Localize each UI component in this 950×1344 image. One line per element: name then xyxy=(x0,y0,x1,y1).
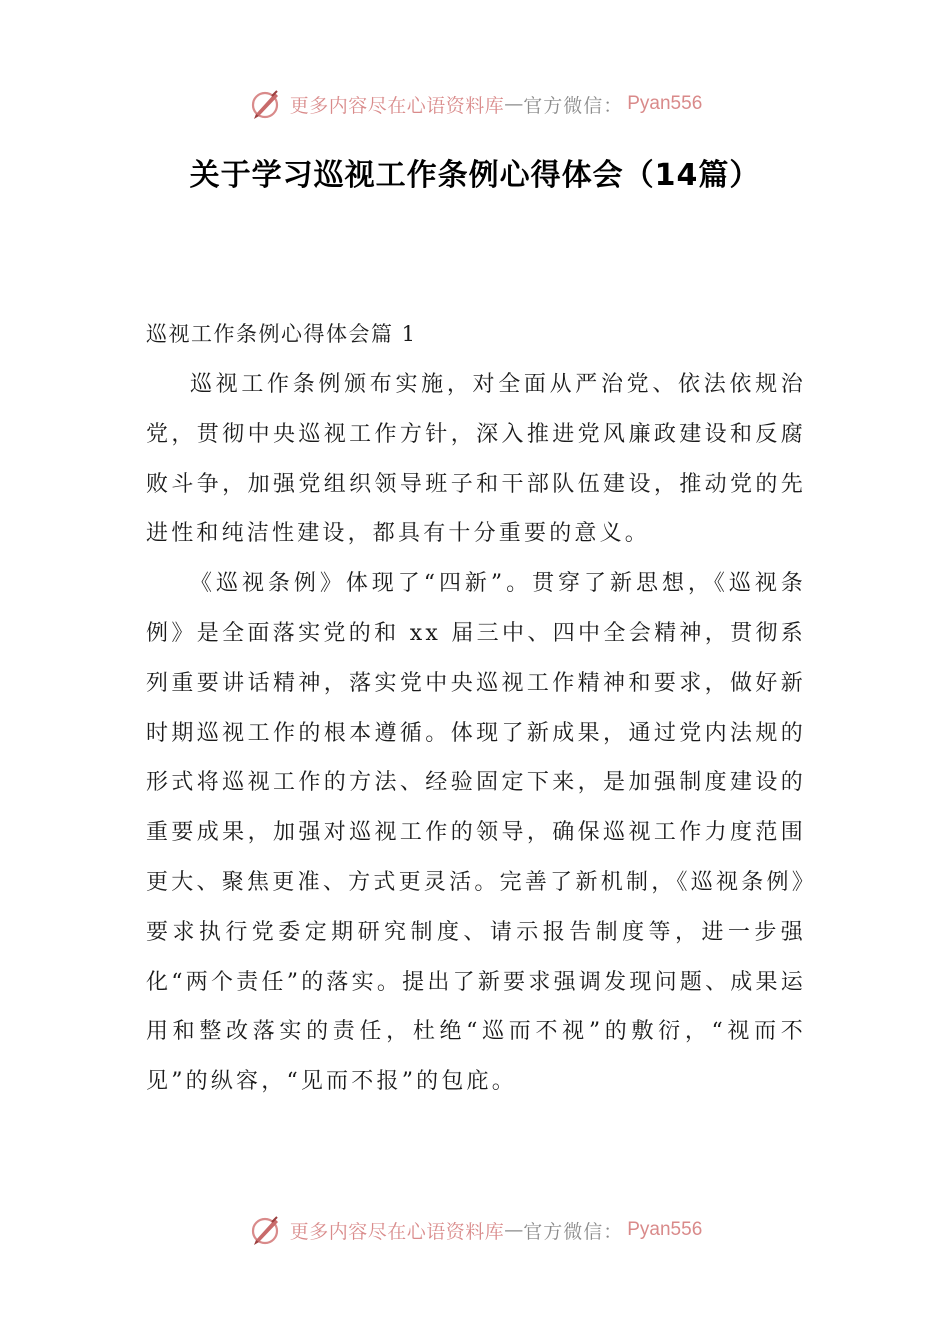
header-watermark xyxy=(0,82,950,126)
document-title: 关于学习巡视工作条例心得体会（14篇） xyxy=(189,158,761,193)
document-body xyxy=(146,360,806,1107)
watermark-text: 更多内容尽在心语资料库 xyxy=(289,1220,505,1243)
watermark-official: 官方微信： xyxy=(523,1220,624,1243)
quill-pen-icon xyxy=(248,86,284,122)
watermark-separator: — xyxy=(504,93,524,115)
section-heading: 巡视工作条例心得体会篇 1 xyxy=(146,322,417,346)
footer-watermark xyxy=(0,1208,950,1252)
paragraph-2: 《巡视条例》体现了“四新”。贯穿了新思想，《巡视条例》是全面落实党的和 xx 届三中、四中全会精神，贯彻系列重要讲话精神，落实党中央巡视工作精神和要求，做好新时期巡视工作的根本遵循。体现了新成果，通过党内法规的形式将巡视工作的方法、经验固定下来，是加强制度建设的重要成果，加强对巡视工作的领导，确保巡视工作力度范围更大、聚焦更准、方式更灵活。完善了新机制，《巡视条例》要求执行党委定期研究制度、请示报告制度等，进一步强化“两个责任”的落实。提出了新要求强调发现问题、成果运用和整改落实的责任，杜绝“巡而不视”的敷衍，“视而不见”的纵容，“见而不报”的包庇。 xyxy=(146,571,806,1095)
watermark-text: 更多内容尽在心语资料库 xyxy=(289,94,505,117)
watermark-official: 官方微信： xyxy=(523,94,624,117)
watermark-id: Pyan556 xyxy=(627,93,703,114)
watermark-id: Pyan556 xyxy=(627,1219,703,1240)
paragraph-1: 巡视工作条例颁布实施，对全面从严治党、依法依规治党，贯彻中央巡视工作方针，深入推进党风廉政建设和反腐败斗争，加强党组织领导班子和干部队伍建设，推动党的先进性和纯洁性建设，都具有十分重要的意义。 xyxy=(146,372,806,547)
quill-pen-icon xyxy=(248,1212,284,1248)
watermark-separator: — xyxy=(504,1219,524,1241)
